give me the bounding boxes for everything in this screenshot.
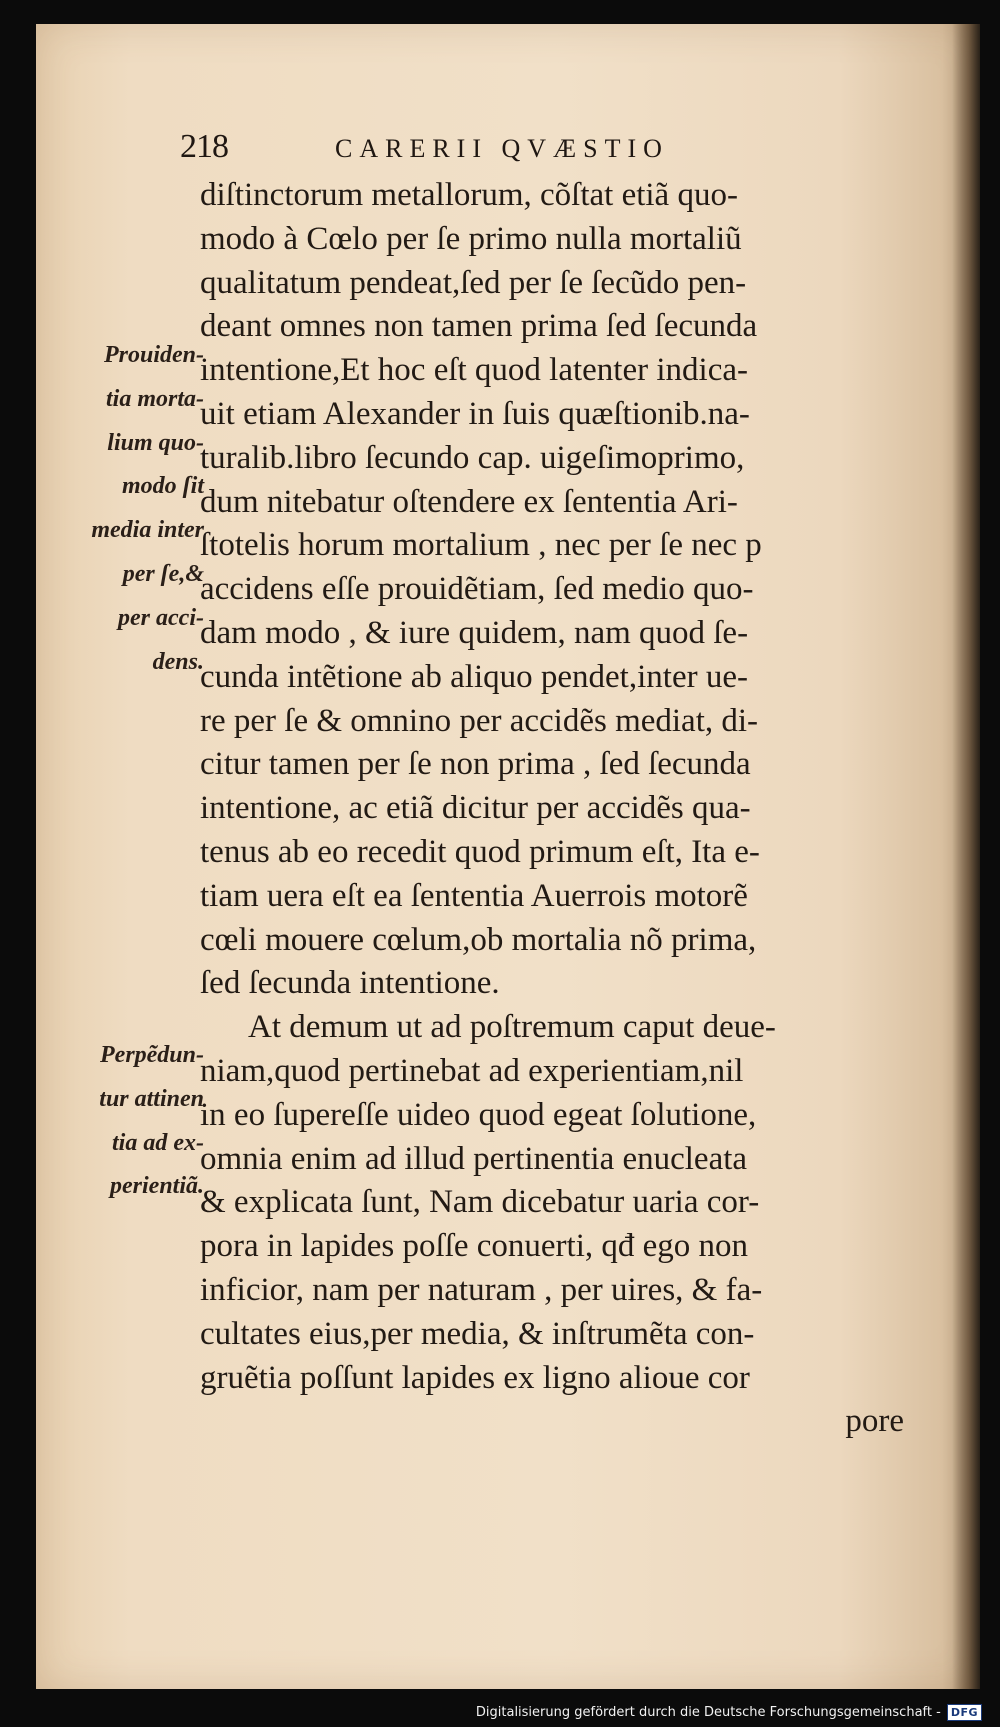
text-line: in eo ſupereſſe uideo quod egeat ſolutione, [200, 1096, 757, 1133]
text-line: inficior, nam per naturam , per uires, & fa- [200, 1271, 763, 1308]
text-line: omnia enim ad illud pertinentia enucleata [200, 1140, 748, 1177]
text-line: & explicata ſunt, Nam dicebatur uaria cor- [200, 1184, 760, 1221]
text-line: intentione,Et hoc eſt quod latenter indica- [200, 352, 748, 389]
text-line: cunda intẽtione ab aliquo pendet,inter ue- [200, 658, 748, 695]
page-number: 218 [180, 128, 228, 165]
digitization-credit [476, 1704, 982, 1721]
margin-note-line: tia ad ex- [112, 1129, 204, 1156]
margin-note-line: Perpẽdun- [100, 1042, 204, 1068]
margin-note-line: modo ſit [122, 473, 204, 500]
text-line: dum nitebatur oſtendere ex ſententia Ari- [200, 483, 738, 520]
margin-note-line: tia morta- [105, 385, 204, 412]
margin-note-line: tur attinen [99, 1085, 204, 1112]
credit-text: Digitalisierung gefördert durch die Deutsche Forschungsgemeinschaft - [475, 1705, 941, 1720]
margin-note-experientia [44, 1034, 204, 1209]
text-line: diſtinctorum metallorum, cõſtat etiã quo- [200, 177, 738, 213]
dfg-logo: DFG [947, 1704, 982, 1721]
text-line: accidens eſſe prouidẽtiam, ſed medio quo- [200, 571, 754, 608]
body-text [200, 174, 922, 1444]
margin-note-line: per acci- [118, 604, 204, 631]
text-line: deant omnes non tamen prima ſed ſecunda [200, 308, 758, 345]
text-line: niam,quod pertinebat ad experientiam,nil [200, 1052, 744, 1089]
text-line: gruẽtia poſſunt lapides ex ligno alioue cor [200, 1359, 750, 1396]
text-line: dam modo , & iure quidem, nam quod ſe- [200, 614, 749, 651]
margin-note-line: perientiã. [110, 1173, 204, 1200]
margin-note-line: dens. [152, 648, 204, 675]
text-line: turalib.libro ſecundo cap. uigeſimoprimo, [200, 439, 745, 476]
paragraph-start-line: At demum ut ad poſtremum caput deue- [248, 1009, 776, 1046]
catchword: pore [845, 1403, 904, 1440]
margin-note-line: per ſe,& [122, 560, 204, 587]
page-header [180, 128, 800, 176]
text-line: ſed ſecunda intentione. [200, 965, 500, 1002]
text-line: cultates eius,per media, & inſtrumẽta con- [200, 1315, 755, 1352]
text-line: intentione, ac etiã dicitur per accidẽs qua- [200, 790, 751, 827]
margin-note-line: lium quo- [107, 429, 204, 456]
text-line: pora in lapides poſſe conuerti, qđ ego non [200, 1228, 749, 1265]
text-line: ſtotelis horum mortalium , nec per ſe nec p [200, 527, 762, 564]
text-line: cœli mouere cœlum,ob mortalia nõ prima, [200, 921, 757, 958]
margin-note-line: media inter [91, 517, 204, 544]
text-line: tenus ab eo recedit quod primum eſt, Ita e- [200, 833, 760, 870]
text-line: tiam uera eſt ea ſententia Auerrois motorẽ [200, 877, 748, 914]
text-line: modo à Cœlo per ſe primo nulla mortaliũ [200, 220, 742, 257]
text-line: uit etiam Alexander in ſuis quæſtionib.na- [200, 395, 750, 432]
text-line: qualitatum pendeat,ſed per ſe ſecũdo pen- [200, 264, 747, 301]
text-line: re per ſe & omnino per accidẽs mediat, di- [200, 702, 759, 739]
margin-note-line: Prouiden- [103, 342, 204, 368]
text-line: citur tamen per ſe non prima , ſed ſecunda [200, 746, 751, 783]
page-gutter-shadow [952, 24, 980, 1689]
running-head: CARERII QVÆSTIO [335, 134, 669, 163]
margin-note-providentia [44, 334, 204, 684]
